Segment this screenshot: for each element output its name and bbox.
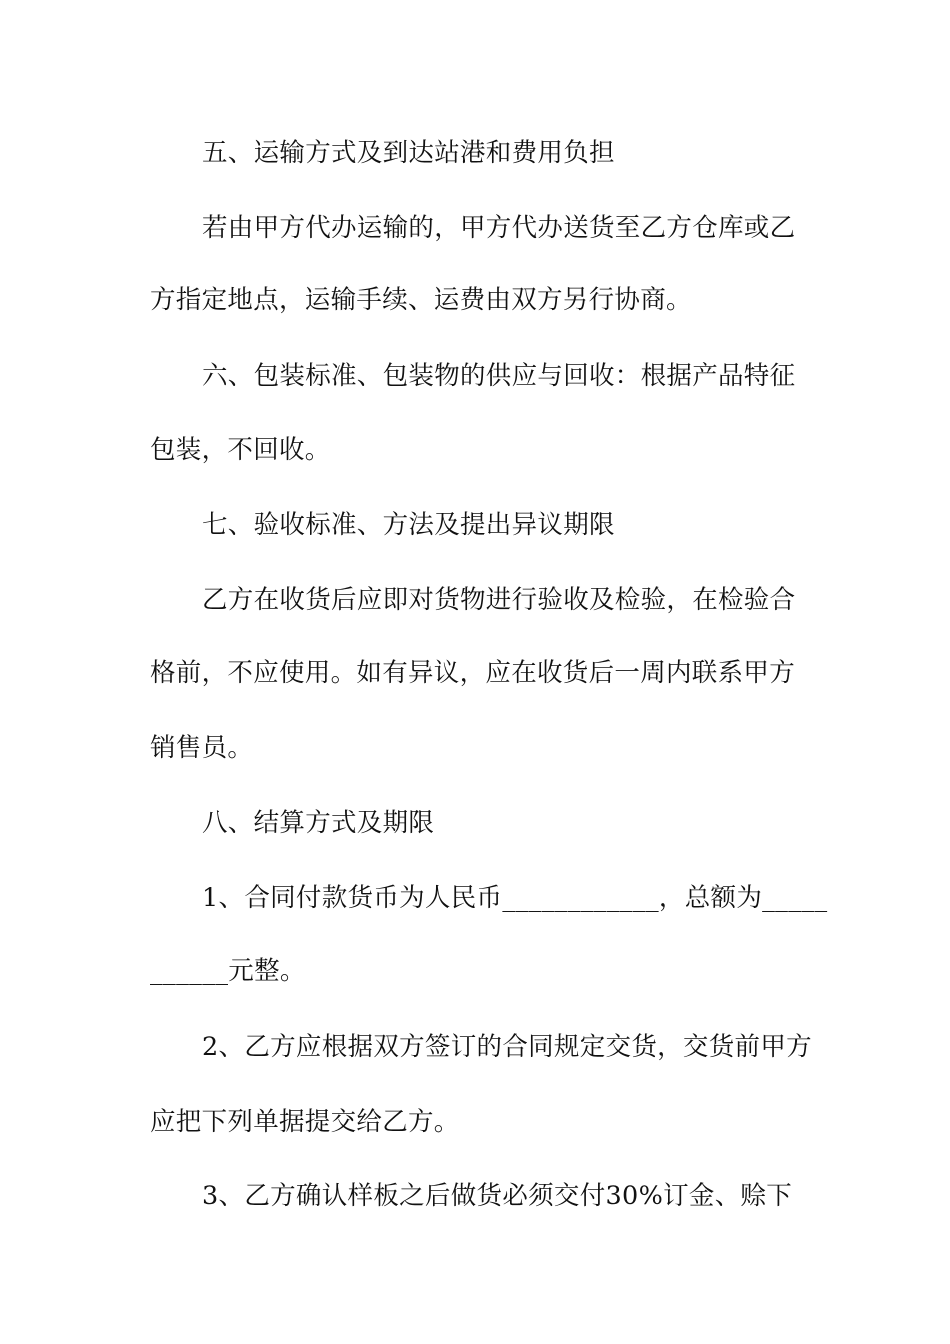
clause-2-line: 2、乙方应根据双方签订的合同规定交货，交货前甲方 [202,1032,812,1062]
section-5-heading: 五、运输方式及到达站港和费用负担 [202,138,615,168]
paragraph-line: 包装，不回收。 [150,435,331,465]
section-7-heading: 七、验收标准、方法及提出异议期限 [202,510,615,540]
clause-2-continuation: 应把下列单据提交给乙方。 [150,1107,460,1137]
paragraph-line: 格前，不应使用。如有异议，应在收货后一周内联系甲方 [150,658,796,688]
section-8-heading: 八、结算方式及期限 [202,808,435,838]
paragraph-line: 若由甲方代办运输的，甲方代办送货至乙方仓库或乙 [202,213,796,243]
paragraph-line: 方指定地点，运输手续、运费由双方另行协商。 [150,285,692,315]
clause-1-continuation: ______元整。 [150,956,306,986]
clause-1-line: 1、合同付款货币为人民币____________，总额为_____ [202,883,828,913]
paragraph-line: 销售员。 [150,733,254,763]
section-6-heading: 六、包装标准、包装物的供应与回收：根据产品特征 [202,361,796,391]
paragraph-line: 乙方在收货后应即对货物进行验收及检验，在检验合 [202,585,796,615]
clause-3-line: 3、乙方确认样板之后做货必须交付30%订金、赊下 [202,1181,793,1211]
